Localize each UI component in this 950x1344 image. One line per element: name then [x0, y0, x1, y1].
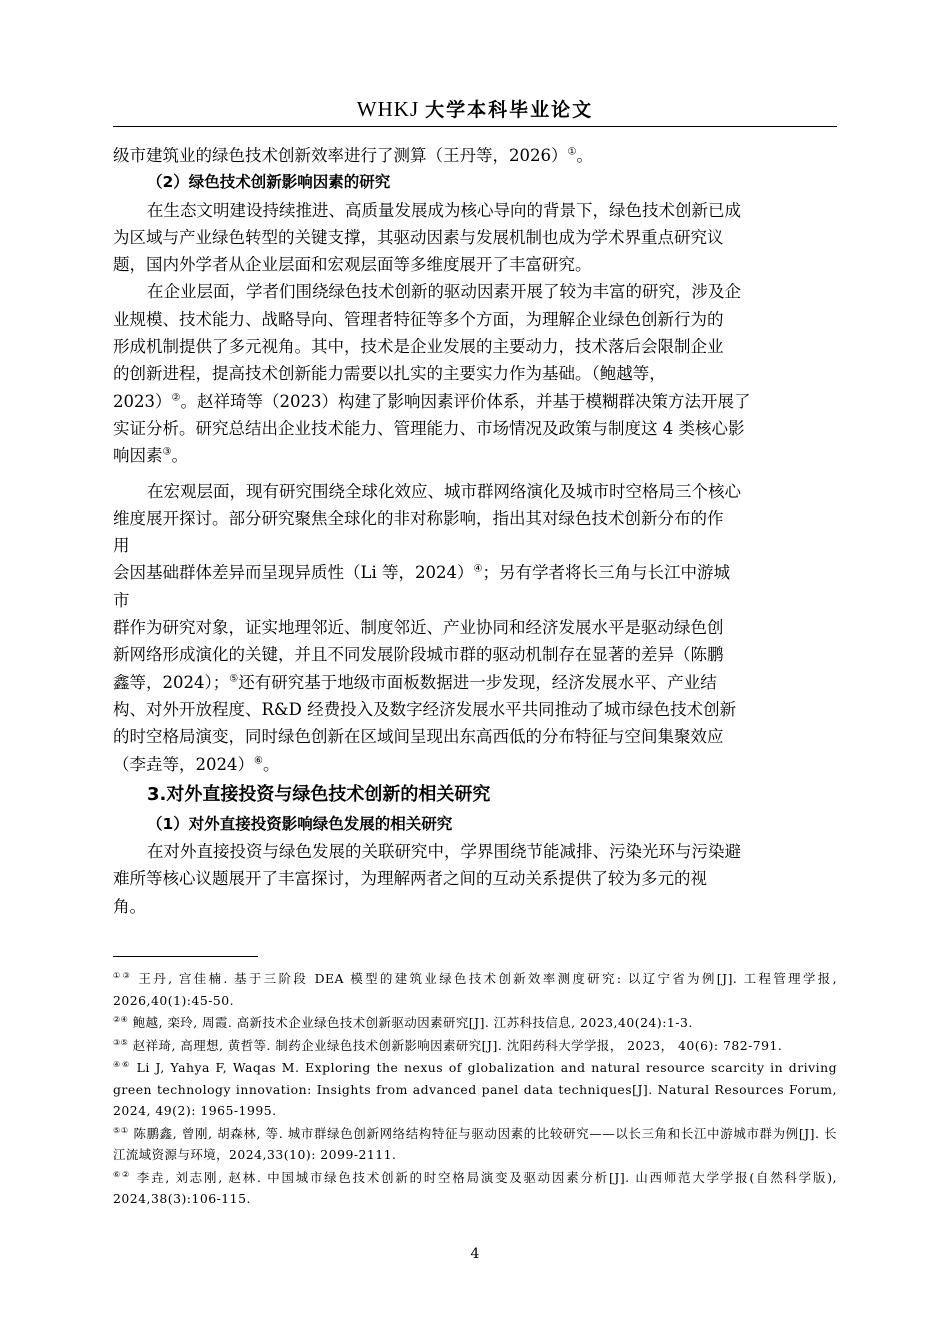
- text-line: [113, 415, 839, 442]
- text-line: [113, 478, 839, 505]
- footnote: [113, 1057, 837, 1122]
- line-text: 的创新进程，提高技术创新能力需要以扎实的主要实力作为基础。（鲍越等，: [113, 364, 666, 384]
- footnote-ref[interactable]: ⑤: [229, 673, 239, 685]
- page-header: [113, 94, 837, 124]
- footnote: [113, 968, 837, 1011]
- subsection-heading: [113, 811, 839, 838]
- text-line: [113, 360, 839, 387]
- text-line: [113, 614, 839, 641]
- page-number: 4: [470, 1246, 480, 1262]
- text-line: [113, 838, 839, 865]
- text-line: [113, 442, 839, 469]
- text-line: [113, 865, 839, 892]
- line-text: 级市建筑业的绿色技术创新效率进行了测算（王丹等，2026）: [113, 146, 568, 165]
- text-line: [113, 388, 839, 415]
- line-text: 构、对外开放程度、R&D 经费投入及数字经济发展水平共同推动了城市绿色技术创新: [113, 699, 737, 719]
- line-text: 3.对外直接投资与绿色技术创新的相关研究: [147, 783, 491, 805]
- text-line: [113, 278, 839, 305]
- line-text: （李垚等，2024）: [113, 754, 254, 774]
- line-text: 市: [113, 590, 130, 610]
- line-text: 鑫等，2024）；: [113, 672, 230, 692]
- text-line: [113, 893, 839, 920]
- subsection-heading: [113, 169, 839, 196]
- footnote: [113, 1012, 837, 1034]
- line-text: 题，国内外学者从企业层面和宏观层面等多维度展开了丰富研究。: [113, 255, 592, 275]
- footnote-mark: ⑤①: [113, 1125, 129, 1135]
- footnote-mark: ⑥②: [113, 1169, 132, 1179]
- section-heading: [113, 778, 839, 811]
- line-text: 业规模、技术能力、战略导向、管理者特征等多个方面，为理解企业绿色创新行为的: [113, 309, 724, 329]
- text-line: [113, 559, 839, 586]
- header-prefix: WHKJ: [356, 97, 420, 121]
- footnote-ref[interactable]: ④: [473, 563, 483, 575]
- footnote-ref[interactable]: ②: [171, 392, 181, 404]
- footnote: [113, 1123, 837, 1166]
- line-text: 实证分析。研究总结出企业技术能力、管理能力、市场情况及政策与制度这 4 类核心影: [113, 418, 745, 438]
- line-text: 群作为研究对象，证实地理邻近、制度邻近、产业协同和经济发展水平是驱动绿色创: [113, 618, 724, 638]
- text-line: [113, 669, 839, 696]
- footnote-mark: ①③: [113, 970, 133, 980]
- line-text: （1）对外直接投资影响绿色发展的相关研究: [147, 814, 453, 833]
- line-text-cont: ；另有学者将长三角与长江中游城: [482, 563, 730, 583]
- line-text: 形成机制提供了多元视角。其中，技术是企业发展的主要动力，技术落后会限制企业: [113, 337, 724, 357]
- text-line: [113, 197, 839, 224]
- line-text: 用: [113, 536, 130, 556]
- footnote-rule: [113, 956, 258, 957]
- footnote-text: 李垚, 刘志刚, 赵林. 中国城市绿色技术创新的时空格局演变及驱动因素分析[J]. 山西师范大学学报(自然科学版), 2024,38(3):106-115.: [113, 1169, 837, 1206]
- text-line: [113, 641, 839, 668]
- text-line: [113, 224, 839, 251]
- text-line: [113, 505, 839, 532]
- footnote-text: 鲍越, 栾玲, 周霞. 高新技术企业绿色技术创新驱动因素研究[J]. 江苏科技信息, 2023,40(24):1-3.: [128, 1015, 693, 1030]
- line-text: 会因基础群体差异而呈现异质性（Li 等，2024）: [113, 563, 474, 583]
- line-text: 的时空格局演变，同时绿色创新在区域间呈现出东高西低的分布特征与空间集聚效应: [113, 727, 724, 747]
- footnote: [113, 1167, 837, 1210]
- line-text: 响因素: [113, 446, 163, 466]
- text-line: [113, 723, 839, 750]
- line-text: 在宏观层面，现有研究围绕全球化效应、城市群网络演化及城市时空格局三个核心: [147, 481, 741, 501]
- footnote-mark: ②④: [113, 1014, 129, 1024]
- line-text-cont: 。: [576, 146, 593, 165]
- text-line: [113, 587, 839, 614]
- footnote-ref[interactable]: ①: [567, 146, 577, 158]
- footnote-text: 陈鹏鑫, 曾刚, 胡森林, 等. 城市群绿色创新网络结构特征与驱动因素的比较研究——以长三角和长江中游城市群为例[J]. 长江流域资源与环境，2024,33(10): 2099-2111.: [113, 1125, 838, 1162]
- text-line: [113, 333, 839, 360]
- line-text: （2）绿色技术创新影响因素的研究: [147, 173, 391, 192]
- text-line: [113, 306, 839, 333]
- footnote-text: 王丹, 宫佳楠. 基于三阶段 DEA 模型的建筑业绿色技术创新效率测度研究: 以辽宁省为例[J]. 工程管理学报, 2026,40(1):45-50.: [113, 971, 838, 1008]
- footnotes: [113, 968, 837, 1211]
- line-text: 新网络形成演化的关键，并且不同发展阶段城市群的驱动机制存在显著的差异（陈鹏: [113, 645, 724, 665]
- paragraph-gap: [113, 470, 839, 478]
- footnote-mark: ④⑥: [113, 1059, 131, 1069]
- line-text: 在生态文明建设持续推进、高质量发展成为核心导向的背景下，绿色技术创新已成: [147, 200, 741, 220]
- footnote-text: Li J, Yahya F, Waqas M. Exploring the nexus of globalization and natural resource scarcity in driving green technology innovation: Insights from advanced panel data techniques[J]. Natural Resources Forum, 2024, 49(2): 1965-1995.: [113, 1060, 838, 1118]
- body-text: [113, 142, 839, 920]
- line-text-cont: 还有研究基于地级市面板数据进一步发现，经济发展水平、产业结: [238, 672, 717, 692]
- line-text-cont: 。: [171, 446, 188, 466]
- text-line: [113, 142, 839, 169]
- line-text: 角。: [113, 896, 146, 916]
- footnote: [113, 1035, 837, 1057]
- footnote-mark: ③⑤: [113, 1037, 129, 1047]
- text-line: [113, 751, 839, 778]
- text-line: [113, 696, 839, 723]
- header-title: 大学本科毕业论文: [425, 99, 594, 121]
- line-text: 维度展开探讨。部分研究聚焦全球化的非对称影响，指出其对绿色技术创新分布的作: [113, 508, 724, 528]
- footnote-ref[interactable]: ⑥: [254, 755, 263, 767]
- line-text: 难所等核心议题展开了丰富探讨，为理解两者之间的互动关系提供了较为多元的视: [113, 869, 707, 889]
- line-text: 在企业层面，学者们围绕绿色技术创新的驱动因素开展了较为丰富的研究，涉及企: [147, 282, 741, 302]
- text-line: [113, 532, 839, 559]
- header-rule: [113, 126, 837, 127]
- line-text-cont: 。: [262, 754, 280, 774]
- text-line: [113, 251, 839, 278]
- line-text: 2023）: [113, 391, 172, 411]
- line-text-cont: 。赵祥琦等（2023）构建了影响因素评价体系，并基于模糊群决策方法开展了: [180, 391, 751, 411]
- line-text: 在对外直接投资与绿色发展的关联研究中，学界围绕节能减排、污染光环与污染避: [147, 842, 741, 862]
- footnote-text: 赵祥琦, 高理想, 黄哲等. 制药企业绿色技术创新影响因素研究[J]. 沈阳药科大学学报， 2023， 40(6): 782-791.: [128, 1037, 783, 1053]
- footnote-ref[interactable]: ③: [162, 446, 172, 458]
- line-text: 为区域与产业绿色转型的关键支撑，其驱动因素与发展机制也成为学术界重点研究议: [113, 227, 724, 247]
